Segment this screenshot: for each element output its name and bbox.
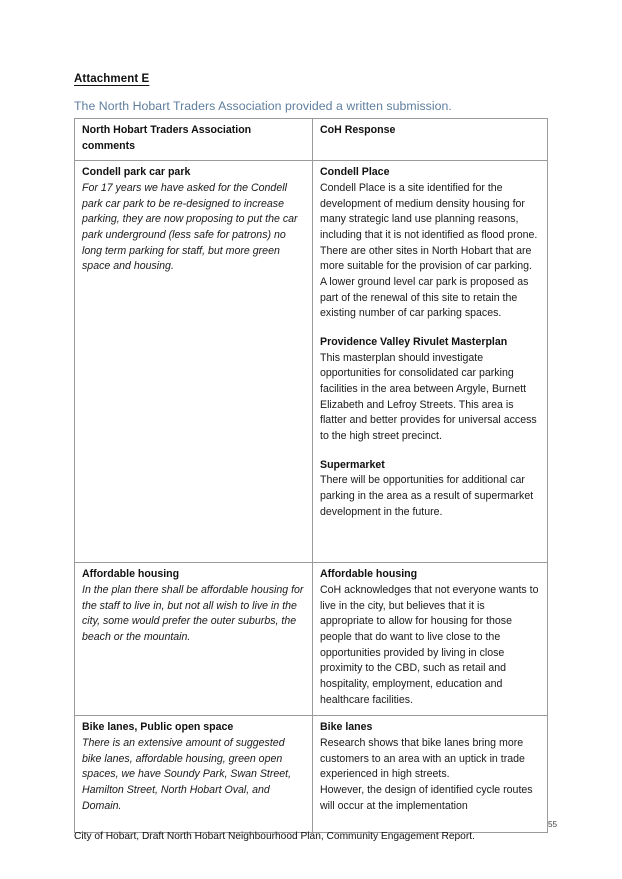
submission-response-table — [74, 118, 548, 833]
response-title-condell-place: Condell Place — [320, 166, 390, 179]
comment-title-condell: Condell park car park — [82, 166, 191, 179]
comment-title-affordable-housing: Affordable housing — [82, 568, 180, 581]
submission-intro-line: The North Hobart Traders Association provided a written submission. — [74, 99, 452, 113]
table-row — [75, 563, 548, 716]
table-header-row — [75, 119, 548, 161]
table-row — [75, 161, 548, 563]
table-header-cell-response — [313, 119, 548, 161]
response-title-bike-lanes: Bike lanes — [320, 721, 373, 734]
response-body-supermarket: There will be opportunities for additional car parking in the area as a result of supermarket development in the future. — [320, 474, 534, 518]
page-number: 55 — [548, 820, 558, 829]
header-label-comments: North Hobart Traders Association comments — [82, 124, 252, 152]
response-cell-bike-lanes — [313, 716, 548, 833]
response-title-affordable-housing: Affordable housing — [320, 568, 418, 581]
comment-body-bike-lanes: There is an extensive amount of suggested bike lanes, affordable housing, green open spaces, we have Soundy Park, Swan Street, Hamilton Street, North Hobart Oval, and Domain. — [82, 737, 292, 812]
comment-body-condell: For 17 years we have asked for the Condell park car park to be re-designed to increase parking, they are now proposing to put the car park underground (less safe for patrons) no long term parking for staff, but more green space and housing. — [82, 182, 298, 273]
header-label-response: CoH Response — [320, 124, 396, 136]
comment-cell-bike-lanes — [75, 716, 313, 833]
comment-body-affordable-housing: In the plan there shall be affordable housing for the staff to live in, but not all wish to live in the city, some would prefer the outer suburbs, the beach or the mountain. — [82, 584, 304, 644]
attachment-heading: Attachment E — [74, 73, 150, 85]
table-row — [75, 716, 548, 833]
response-body-condell-place: Condell Place is a site identified for the development of medium density housing for many strategic land use planning reasons, including that it is not identified as flood prone. There are other sites in North Hobart that are more suitable for the provision of car parking. — [320, 182, 538, 273]
table-header-cell-comments — [75, 119, 313, 161]
comment-title-bike-lanes: Bike lanes, Public open space — [82, 721, 234, 734]
comment-cell-condell — [75, 161, 313, 563]
response-cell-affordable-housing — [313, 563, 548, 716]
response-body-bike-lanes: Research shows that bike lanes bring more customers to an area with an uptick in trade experienced in high streets. — [320, 737, 525, 781]
comment-cell-affordable-housing — [75, 563, 313, 716]
response-body-bike-lanes-cont: However, the design of identified cycle routes will occur at the implementation — [320, 784, 533, 812]
response-title-providence-valley: Providence Valley Rivulet Masterplan — [320, 336, 508, 349]
response-body-lower-ground-car-park: A lower ground level car park is proposed as part of the renewal of this site to retain the existing number of car parking spaces. — [320, 276, 529, 320]
response-body-affordable-housing: CoH acknowledges that not everyone wants to live in the city, but believes that it is appropriate to allow for housing for those people that do want to live close to the opportunities provided by living in close proximity to the CBD, such as retail and hospitality, employment, education and healthcare facilities. — [320, 584, 539, 706]
response-cell-condell — [313, 161, 548, 563]
response-title-supermarket: Supermarket — [320, 458, 385, 471]
footer-citation: City of Hobart, Draft North Hobart Neighbourhood Plan, Community Engagement Report. — [74, 831, 475, 842]
response-body-providence-valley: This masterplan should investigate opportunities for consolidated car parking facilities in the area between Argyle, Burnett Elizabeth and Lefroy Streets. This area is flatter and better provides for universal access to the high street precinct. — [320, 351, 537, 443]
